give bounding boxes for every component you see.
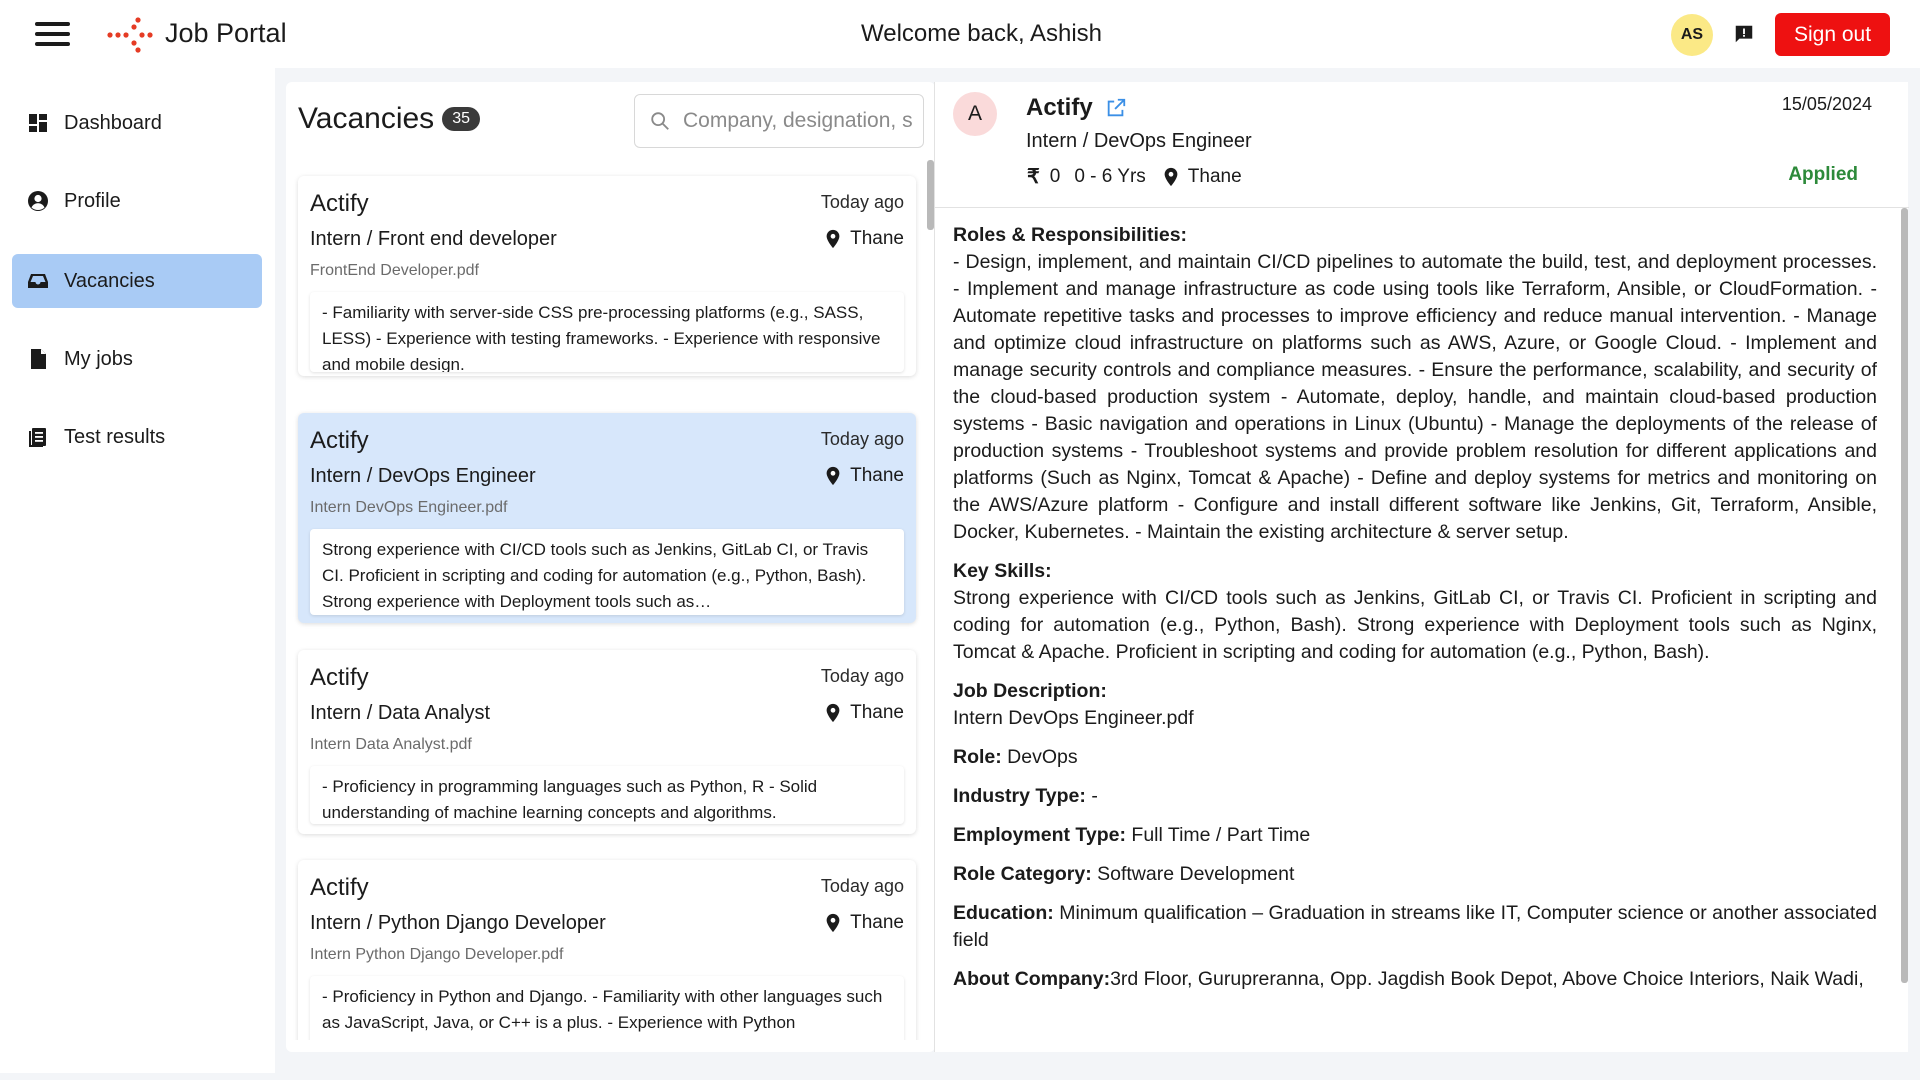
detail-company bbox=[1026, 94, 1127, 122]
job-detail-header bbox=[935, 82, 1909, 208]
feedback-icon[interactable] bbox=[1733, 23, 1755, 45]
sidebar-item-dashboard[interactable] bbox=[12, 96, 262, 150]
company-avatar: A bbox=[953, 92, 997, 136]
category-section bbox=[953, 861, 1877, 888]
location-pin-icon bbox=[1162, 167, 1180, 187]
sidebar-item-label: Profile bbox=[64, 189, 121, 212]
search-input[interactable] bbox=[683, 109, 913, 133]
roles-label: Roles & Responsibilities: bbox=[953, 224, 1188, 246]
job-file-name: Intern Data Analyst.pdf bbox=[310, 736, 472, 753]
job-title: Intern / Python Django Developer bbox=[310, 912, 606, 934]
job-description-snippet: - Proficiency in programming languages such as Python, R - Solid understanding of machine learning concepts and algorithms. bbox=[310, 766, 904, 824]
inbox-icon bbox=[26, 269, 50, 293]
job-posted-time: Today ago bbox=[820, 666, 904, 686]
jd-section bbox=[953, 678, 1877, 732]
job-location-label: Thane bbox=[850, 228, 904, 249]
job-location-label: Thane bbox=[850, 702, 904, 723]
job-file-name: FrontEnd Developer.pdf bbox=[310, 262, 479, 279]
sidebar-item-my-jobs[interactable] bbox=[12, 332, 262, 386]
profile-icon bbox=[26, 189, 50, 213]
vacancy-list-scrollbar[interactable] bbox=[927, 160, 934, 230]
employment-label: Employment Type: bbox=[953, 824, 1126, 846]
vacancies-panel bbox=[286, 82, 935, 1052]
sidebar bbox=[0, 68, 275, 1073]
job-title: Intern / DevOps Engineer bbox=[310, 465, 536, 487]
education-label: Education: bbox=[953, 902, 1054, 924]
job-description-snippet: - Proficiency in Python and Django. - Familiarity with other languages such as JavaScript, Java, or C++ is a plus. - Experience with Python bbox=[310, 976, 904, 1040]
skills-text: Strong experience with CI/CD tools such as Jenkins, GitLab CI, or Travis CI. Proficient in scripting and coding for automation (e.g., Python, Bash). Strong experience with Deployment tools such as Nginx, Tomcat & Apache. Proficient in scripting and coding for automation (e.g., Python, Bash). bbox=[953, 587, 1877, 663]
job-posted-time: Today ago bbox=[820, 192, 904, 212]
job-title: Intern / Front end developer bbox=[310, 228, 557, 250]
detail-job-title: Intern / DevOps Engineer bbox=[1026, 130, 1252, 152]
vacancy-count-badge: 35 bbox=[442, 107, 480, 131]
sidebar-item-label: Vacancies bbox=[64, 269, 155, 292]
detail-scrollbar[interactable] bbox=[1901, 208, 1908, 983]
job-card[interactable] bbox=[298, 650, 916, 834]
about-label: About Company: bbox=[953, 968, 1111, 990]
application-status-badge: Applied bbox=[1788, 164, 1858, 185]
industry-section bbox=[953, 783, 1877, 810]
job-location bbox=[824, 465, 904, 487]
detail-company-name: Actify bbox=[1026, 94, 1093, 121]
job-detail-body[interactable] bbox=[953, 222, 1877, 1047]
sidebar-item-label: Test results bbox=[64, 425, 166, 448]
jd-label: Job Description: bbox=[953, 680, 1107, 702]
sidebar-item-vacancies[interactable] bbox=[12, 254, 262, 308]
clipboard-icon bbox=[26, 425, 50, 449]
job-company: Actify bbox=[310, 874, 369, 901]
job-company: Actify bbox=[310, 190, 369, 217]
vacancy-list[interactable] bbox=[286, 170, 935, 1040]
job-title: Intern / Data Analyst bbox=[310, 702, 491, 724]
rupee-icon: ₹ bbox=[1027, 166, 1040, 188]
education-value: Minimum qualification – Graduation in streams like IT, Computer science or another associated field bbox=[953, 902, 1877, 951]
job-company: Actify bbox=[310, 427, 369, 454]
job-company: Actify bbox=[310, 664, 369, 691]
brand-title: Job Portal bbox=[165, 18, 287, 48]
location-pin-icon bbox=[824, 913, 842, 933]
education-section bbox=[953, 900, 1877, 954]
search-box[interactable] bbox=[634, 94, 924, 148]
industry-value: - bbox=[1091, 785, 1098, 807]
employment-section bbox=[953, 822, 1877, 849]
top-header bbox=[0, 0, 1920, 68]
job-detail-panel bbox=[934, 82, 1908, 1052]
document-icon bbox=[26, 347, 50, 371]
page-title: Vacancies bbox=[298, 102, 435, 135]
job-card-selected[interactable] bbox=[298, 413, 916, 623]
industry-label: Industry Type: bbox=[953, 785, 1086, 807]
skills-label: Key Skills: bbox=[953, 560, 1052, 582]
job-location bbox=[824, 912, 904, 934]
job-location-label: Thane bbox=[850, 465, 904, 486]
detail-location: Thane bbox=[1187, 165, 1242, 187]
category-label: Role Category: bbox=[953, 863, 1092, 885]
welcome-message: Welcome back, Ashish bbox=[861, 20, 1102, 47]
roles-section bbox=[953, 222, 1877, 546]
detail-salary: 0 bbox=[1049, 165, 1061, 187]
detail-experience: 0 - 6 Yrs bbox=[1074, 165, 1146, 187]
location-pin-icon bbox=[824, 466, 842, 486]
role-section bbox=[953, 744, 1877, 771]
job-card[interactable] bbox=[298, 860, 916, 1040]
dashboard-icon bbox=[26, 111, 50, 135]
role-label: Role: bbox=[953, 746, 1002, 768]
about-value: 3rd Floor, Gurupreranna, Opp. Jagdish Book Depot, Above Choice Interiors, Naik Wadi, bbox=[1110, 968, 1864, 990]
job-description-snippet: - Familiarity with server-side CSS pre-processing platforms (e.g., SASS, LESS) - Experience with testing frameworks. - Experience with responsive and mobile design. bbox=[310, 292, 904, 372]
sign-out-button[interactable]: Sign out bbox=[1775, 13, 1890, 56]
job-file-name: Intern Python Django Developer.pdf bbox=[310, 946, 564, 963]
location-pin-icon bbox=[824, 703, 842, 723]
job-location-label: Thane bbox=[850, 912, 904, 933]
sidebar-item-profile[interactable] bbox=[12, 174, 262, 228]
jd-file-link[interactable]: Intern DevOps Engineer.pdf bbox=[953, 707, 1194, 729]
job-location bbox=[824, 702, 904, 724]
skills-section bbox=[953, 558, 1877, 666]
external-link-icon[interactable] bbox=[1105, 97, 1127, 119]
job-posted-time: Today ago bbox=[820, 876, 904, 896]
job-file-name: Intern DevOps Engineer.pdf bbox=[310, 499, 508, 516]
job-location bbox=[824, 228, 904, 250]
employment-value: Full Time / Part Time bbox=[1131, 824, 1311, 846]
job-card[interactable] bbox=[298, 176, 916, 376]
sidebar-item-label: My jobs bbox=[64, 347, 133, 370]
about-section bbox=[953, 966, 1877, 993]
detail-meta bbox=[1027, 164, 1242, 189]
category-value: Software Development bbox=[1097, 863, 1295, 885]
location-pin-icon bbox=[824, 229, 842, 249]
vacancies-heading bbox=[298, 102, 480, 136]
job-posted-time: Today ago bbox=[820, 429, 904, 449]
job-description-snippet: Strong experience with CI/CD tools such as Jenkins, GitLab CI, or Travis CI. Proficient in scripting and coding for automation (e.g., Python, Bash). Strong experience with Deployment tools such as… bbox=[310, 529, 904, 615]
role-value: DevOps bbox=[1007, 746, 1078, 768]
sidebar-item-test-results[interactable] bbox=[12, 410, 262, 464]
user-avatar[interactable]: AS bbox=[1671, 14, 1713, 56]
roles-text: - Design, implement, and maintain CI/CD pipelines to automate the build, test, and deployment processes. - Implement and manage infrastructure as code using tools like Terraform, Ansible, or CloudFormation. - Automate repetitive tasks and processes to improve efficiency and reduce manual intervention. - Manage and optimize cloud infrastructure on platforms such as AWS, Azure, or Google Cloud. - Implement and manage security controls and compliance measures. - Ensure the performance, scalability, and security of the cloud-based production system - Automate, deploy, handle, and maintain cloud-based production systems - Basic navigation and operations in Linux (Ubuntu) - Manage the deployments of the release of production systems - Troubleshoot systems and provide problem resolution for different applications and platforms (Such as Nginx, Tomcat & Apache) - Define and deploy systems for metrics and monitoring on the AWS/Azure platform - Configure and install different software like Jenkins, Git, Terraform, Ansible, Docker, Kubernetes. - Maintain the existing architecture & server setup. bbox=[953, 251, 1877, 543]
search-icon bbox=[649, 110, 671, 132]
detail-date: 15/05/2024 bbox=[1781, 94, 1872, 114]
sidebar-item-label: Dashboard bbox=[64, 111, 162, 134]
